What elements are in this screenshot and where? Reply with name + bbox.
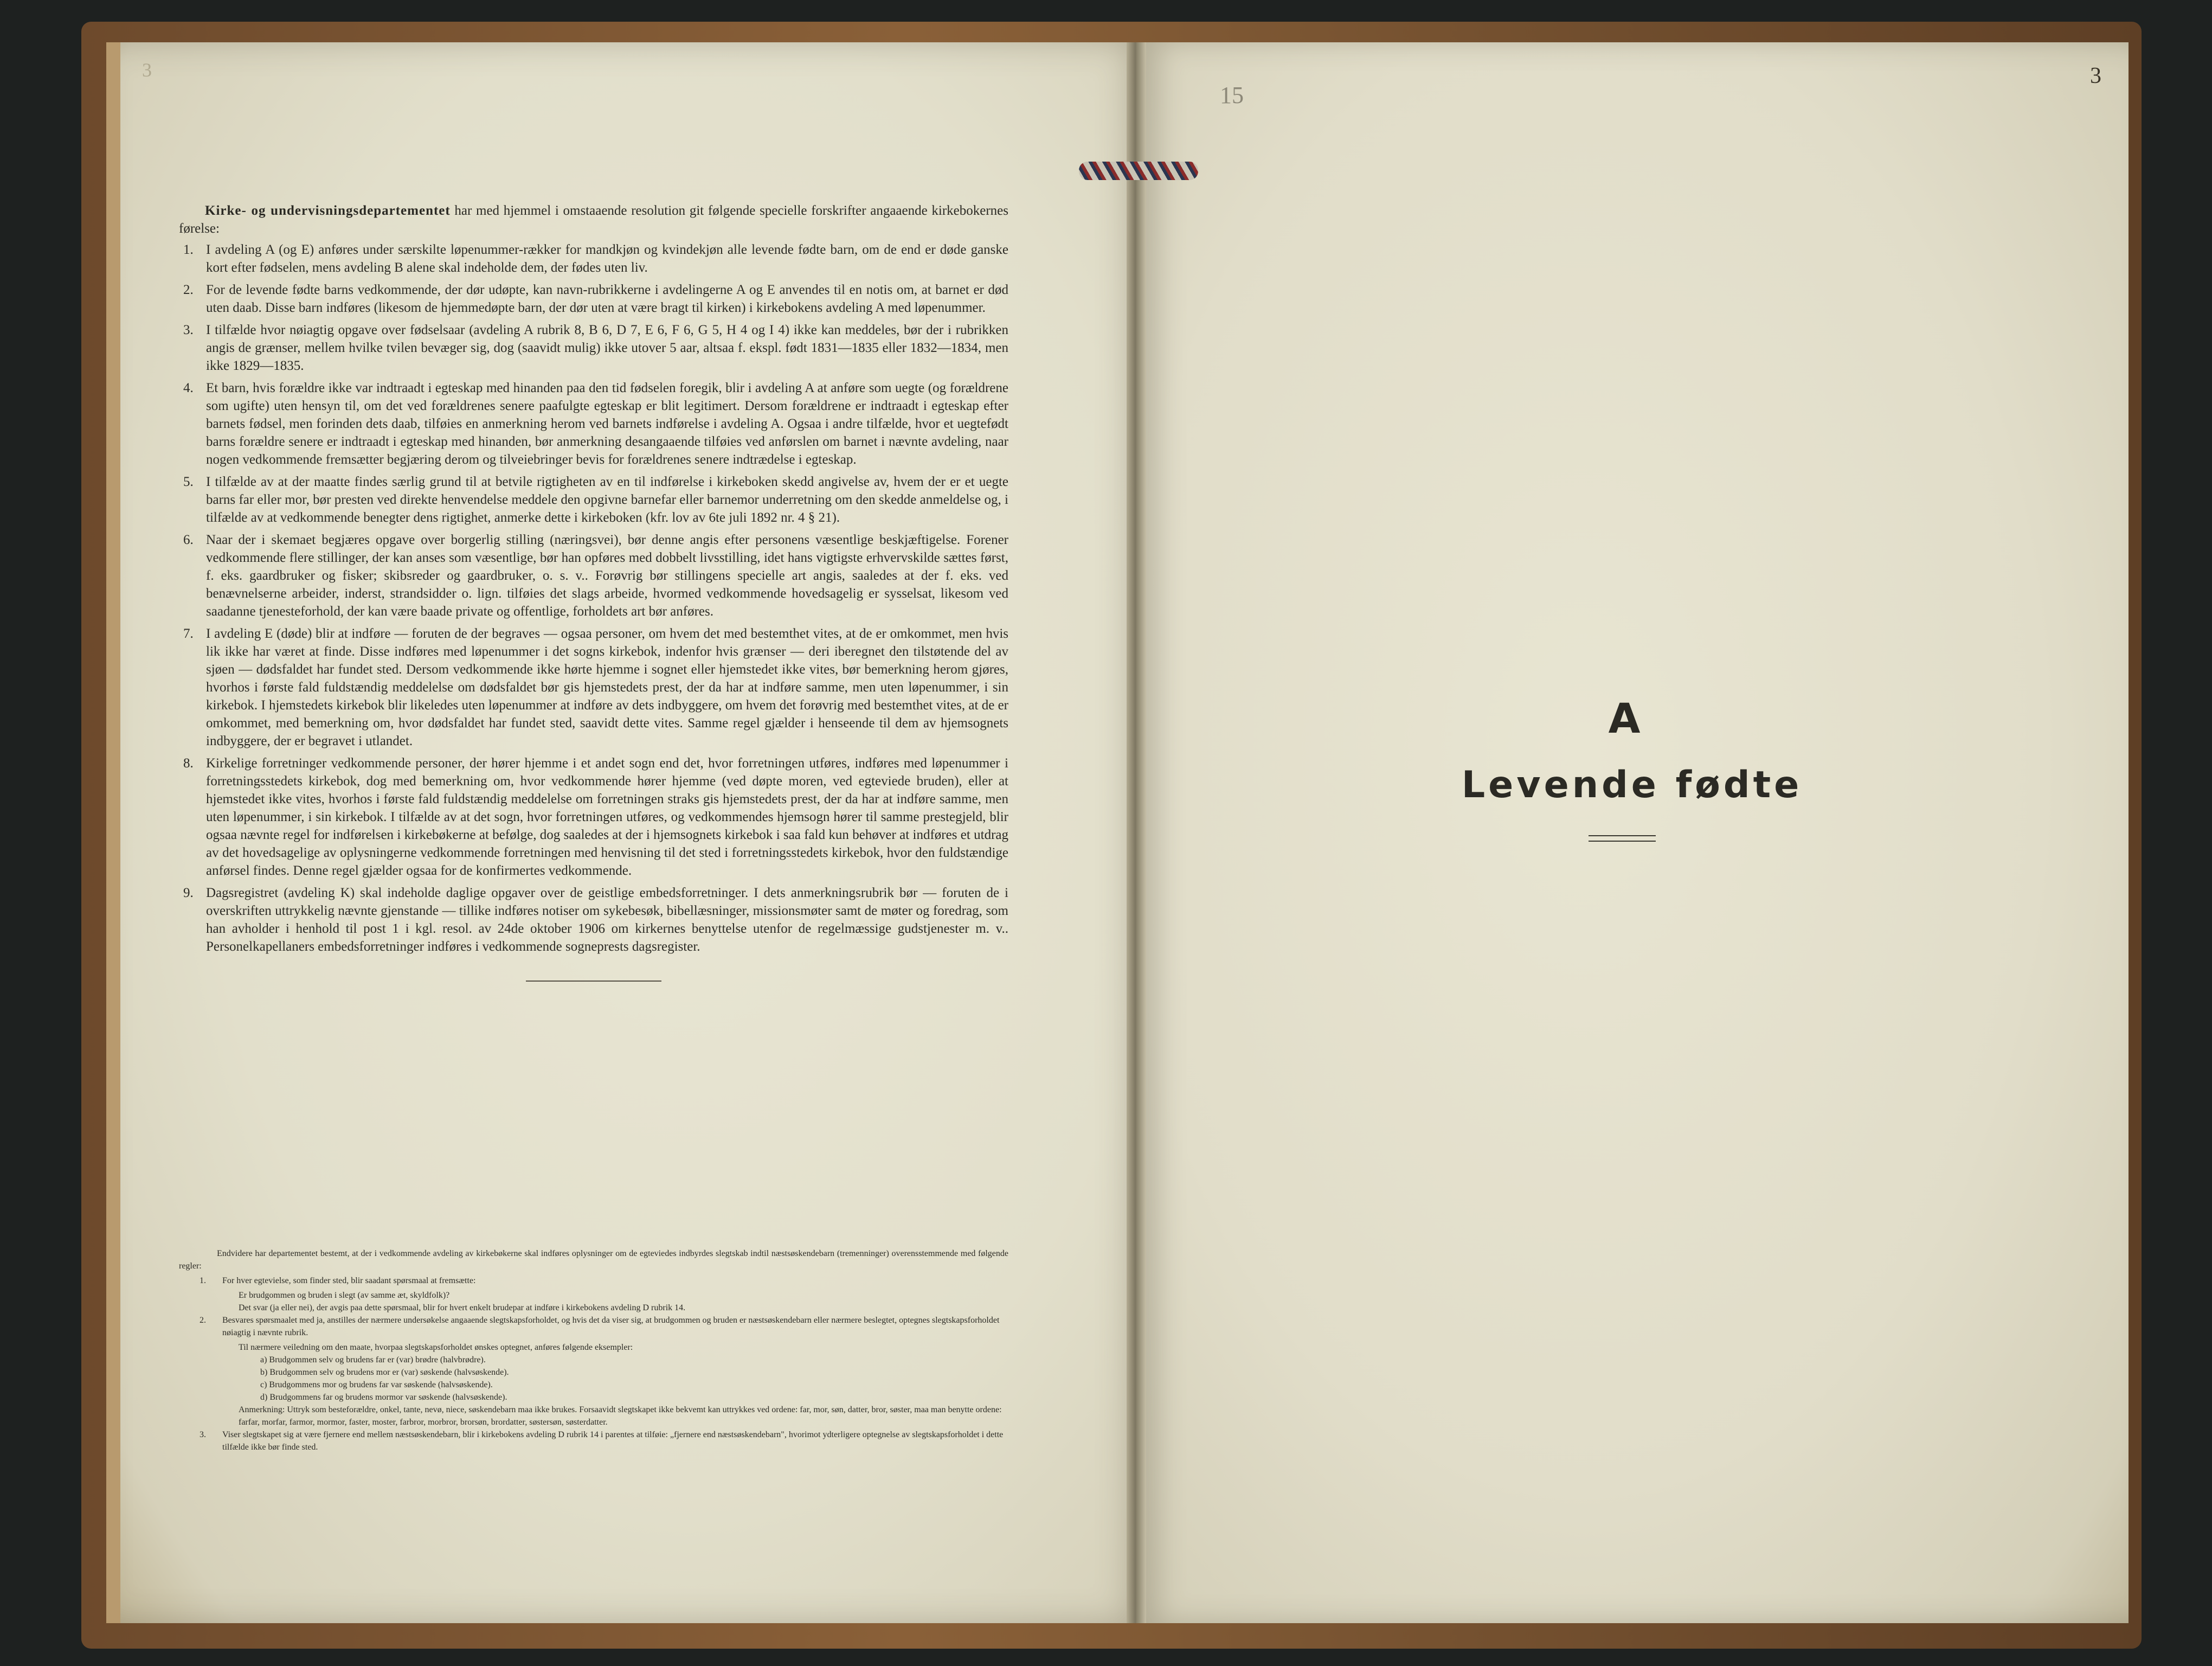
rule-number: 4.: [183, 381, 194, 395]
rule-item: [179, 473, 1008, 527]
rule-item: [179, 379, 1008, 469]
page-number: 3: [2090, 63, 2101, 88]
rule-item: [179, 281, 1008, 317]
rule-text: I avdeling E (døde) blir at indføre — foruten de der begraves — ogsaa personer, om hvem det med bestemthet vites, at de er omkommet, men hvis lik ikke har været at finde. Disse indføres med løpenummer i det sogns kirkebok, indenfor hvis grænser — deri iberegnet den tilstøtende del av sjøen — dødsfaldet har fundet sted. Dersom vedkommende ikke hørte hjemme i sognet eller hjemstedet ikke vites, bør bemerkning herom gjøres, hvorhos i første fald fuldstændig meddelelse om dødsfaldet bør gis hjemstedets prest, der da har at indføre samme, men uten løpenummer, i sin kirkebok. I hjemstedets kirkebok blir likeledes uten løpenummer at indføre av dets indbyggere, om hvem det forøvrig med bestemthet vites, at de er omkommet, med bemerkning om, hvor dødsfaldet har fundet sted, saavidt dette vites. Samme regel gjælder i henseende til dem av hjemsognets indbyggere, der er begravet i utlandet.: [206, 626, 1008, 748]
regulations-intro: [179, 202, 1008, 238]
supplement-item: [179, 1274, 1008, 1287]
department-name: Kirke- og undervisningsdepartementet: [205, 203, 451, 218]
supplement-example: c) Brudgommens mor og brudens far var søskende (halvsøskende).: [260, 1380, 493, 1389]
right-page: [1136, 42, 2129, 1623]
supplement-intro: Endvidere har departementet bestemt, at der i vedkommende avdeling av kirkebøkerne skal indføres oplysninger om de egteviedes indbyrdes slegtskab indtil næstsøskendebarn (tremenninger) overensstemmende med følgende regler:: [179, 1249, 1008, 1271]
section-title: Levende fødte: [1461, 764, 1803, 806]
pencil-mark: 15: [1220, 82, 1244, 108]
supplement-item: [179, 1428, 1008, 1453]
supplement-example: b) Brudgommen selv og brudens mor er (var) søskende (halvsøskende).: [260, 1368, 509, 1377]
rule-number: 5.: [183, 475, 194, 489]
rule-number: 7.: [183, 626, 194, 641]
rules-list: [179, 241, 1008, 956]
rule-item: [179, 754, 1008, 880]
rule-item: [179, 884, 1008, 956]
supplement-number: 2.: [200, 1316, 206, 1325]
rule-text: For de levende fødte barns vedkommende, der dør udøpte, kan navn-rubrikkerne i avdelingerne A og E anvendes til en notis om, at barnet er død uten daab. Disse barn indføres (likesom de hjemmedøpte barn, der dør uten at være bragt til kirken) i kirkebokens avdeling A med løpenummer.: [206, 283, 1008, 315]
intro-text: har med hjemmel i omstaaende resolution git følgende specielle forskrifter angaaende kirkebokernes førelse:: [179, 203, 1008, 236]
supplement-subline: Er brudgommen og bruden i slegt (av samme æt, skyldfolk)?: [239, 1291, 450, 1300]
supplement-number: 3.: [200, 1430, 206, 1439]
rule-text: Dagsregistret (avdeling K) skal indeholde daglige opgaver over de geistlige embedsforretninger. I dets anmerkningsrubrik bør — foruten de i overskriften uttrykkelig nævnte gjenstande — tillike indføres notiser om sykebesøk, bibellæsninger, missionsmøter samt de møter og foredrag, som han avholder i henhold til post 1 i kgl. resol. av 24de oktober 1906 om kirkernes benyttelse utenfor de regelmæssige gudstjenester m. v.. Personelkapellaners embedsforretninger indføres i vedkommende sogneprests dagsregister.: [206, 886, 1008, 954]
rule-item: [179, 241, 1008, 277]
rule-text: I tilfælde hvor nøiagtig opgave over fødselsaar (avdeling A rubrik 8, B 6, D 7, E 6, F 6, G 5, H 4 og I 4) ikke kan meddeles, bør der i rubrikken angis de grænser, mellem hvilke tvilen bevæger sig, dog (saavidt mulig) ikke utover 5 aar, altsaa f. ekspl. født 1831—1835 eller 1832—1834, men ikke 1829—1835.: [206, 323, 1008, 373]
rule-item: [179, 531, 1008, 620]
supplement-note: Anmerkning: Uttryk som besteforældre, onkel, tante, nevø, niece, søskendebarn maa ikke brukes. Forsaavidt slegtskapet ikke bekvemt kan uttrykkes ved ordene: far, mor, søn, datter, bror, søster, maa man benytte ordene: farfar, morfar, farmor, mormor, faster, moster, farbror, morbror, brorsøn, brordatter, søstersøn, søsterdatter.: [239, 1405, 1002, 1427]
supplement-example: a) Brudgommen selv og brudens far er (var) brødre (halvbrødre).: [260, 1355, 486, 1364]
rule-number: 2.: [183, 283, 194, 297]
binding-thread: [1079, 162, 1198, 180]
supplement-subline: Til nærmere veiledning om den maate, hvorpaa slegtskapsforholdet ønskes optegnet, anføres følgende eksempler:: [239, 1343, 633, 1352]
supplement-example: d) Brudgommens far og brudens mormor var søskende (halvsøskende).: [260, 1393, 507, 1402]
rule-item: [179, 625, 1008, 750]
rule-number: 9.: [183, 886, 194, 900]
book-gutter: [1127, 42, 1146, 1623]
separator-rule: [526, 981, 661, 982]
supplement-subline: Det svar (ja eller nei), der avgis paa dette spørsmaal, blir for hvert enkelt brudepar at indføre i kirkebokens avdeling D rubrik 14.: [239, 1303, 686, 1312]
rule-text: I avdeling A (og E) anføres under særskilte løpenummer-rækker for mandkjøn og kvindekjøn alle levende fødte barn, om de end er døde ganske kort efter fødselen, mens avdeling B alene skal indeholde dem, der fødes uten liv.: [206, 242, 1008, 275]
supplement-item-text: Besvares spørsmaalet med ja, anstilles der nærmere undersøkelse angaaende slegtskapsforholdet, og hvis det da viser sig, at brudgommen og bruden er næstsøskendebarn eller nærmere beslegtet, optegnes slegtskapsforholdet nøiagtig i nævnte rubrik.: [222, 1316, 1000, 1337]
title-double-rule: [1589, 835, 1656, 842]
supplement-item: [179, 1314, 1008, 1339]
regulations-text: [179, 202, 1008, 982]
rule-text: Et barn, hvis forældre ikke var indtraadt i egteskap med hinanden paa den tid fødselen foregik, blir i avdeling A at anføre som uegte (og forældrene som ugifte) uten hensyn til, om det ved forældrenes senere paafulgte egteskap er blit legitimert. Dersom forældrene er indtraadt i egteskap efter barnets fødsel, men forinden dets daab, tilføies en anmerkning herom ved barnets indførelse i avdeling A. Ogsaa i andre tilfælde, hvor et uegtefødt barns forældre senere er indtraadt i egteskap med hinanden, bør anmerkning desangaaende tilføies ved anførslen om barnet i nævnte avdeling, naar nogen vedkommende fremsætter begjæring derom og tilveiebringer bevis for forældrenes senere indtrædelse i egteskap.: [206, 381, 1008, 467]
supplement-number: 1.: [200, 1276, 206, 1285]
supplement-text: [179, 1247, 1008, 1456]
supplement-list: [179, 1274, 1008, 1453]
rule-item: [179, 321, 1008, 375]
rule-text: Kirkelige forretninger vedkommende personer, der hører hjemme i et andet sogn end det, hvor forretningen utføres, indføres med løpenummer i forretningsstedets kirkebok, dog med bemerkning om, hvor vedkommende hører hjemme (ved døpte moren, ved egteviede bruden), eller at hjemstedet ikke vites, hvorhos i første fald fuldstændig meddelelse om forretningen straks gis hjemstedets prest, der da har at indføre samme, men uten løpenummer, i sin kirkebok. I tilfælde av at det sogn, hvor forretningen utføres, og vedkommendes hjemsogn hører til samme prestegjeld, blir ogsaa nævnte regel for indførelsen i kirkebøkerne at befølge, dog saaledes at der i hjemsognets kirkebok i saa fald kun behøver at indføres et utdrag av det hovedsagelige av oplysningerne vedkommende forretningen med henvisning til det sted i forretningsstedets kirkebok, hvor den fuldstændige anførsel findes. Denne regel gjælder ogsaa for de konfirmertes vedkommende.: [206, 756, 1008, 878]
rule-number: 6.: [183, 533, 194, 547]
rule-number: 1.: [183, 242, 194, 257]
section-letter: A: [1608, 694, 1641, 742]
corner-mark: 3: [142, 59, 152, 81]
supplement-item-text: For hver egtevielse, som finder sted, blir saadant spørsmaal at fremsætte:: [222, 1276, 476, 1285]
rule-text: Naar der i skemaet begjæres opgave over borgerlig stilling (næringsvei), bør denne angis efter personens væsentlige beskjæftigelse. Forener vedkommende flere stillinger, der kan anses som væsentlige, bør han opføres med dobbelt livsstilling, idet hans vigtigste erhvervskilde sættes først, f. eks. gaardbruker og fisker; skibsreder og gaardbruker, o. s. v.. Forøvrig bør stillingens specielle art angis, saaledes at der f. eks. ved benævnelserne arbeider, inderst, strandsidder o. lign. tilføies det slags arbeide, hvormed vedkommende hovedsagelig er sysselsat, likesom ved saadanne tjenesteforhold, der kan være baade private og offentlige, forholdets art bør anføres.: [206, 533, 1008, 619]
supplement-item-text: Viser slegtskapet sig at være fjernere end mellem næstsøskendebarn, blir i kirkebokens avdeling D rubrik 14 i parentes at tilføie: „fjernere end næstsøskendebarn", hvorimot ydterligere optegnelse av slegtskapsforholdet i dette tilfælde ikke bør finde sted.: [222, 1430, 1004, 1452]
rule-text: I tilfælde av at der maatte findes særlig grund til at betvile rigtigheten av en til indførelse i kirkeboken skedd angivelse av, hvem der er et uegte barns far eller mor, bør presten ved direkte henvendelse meddele den opgivne barnefar eller barnemor underretning om den skedde anmeldelse og, i tilfælde av at vedkommende benegter dens rigtighet, anmerke dette i kirkeboken (kfr. lov av 6te juli 1892 nr. 4 § 21).: [206, 475, 1008, 525]
rule-number: 3.: [183, 323, 194, 337]
rule-number: 8.: [183, 756, 194, 771]
